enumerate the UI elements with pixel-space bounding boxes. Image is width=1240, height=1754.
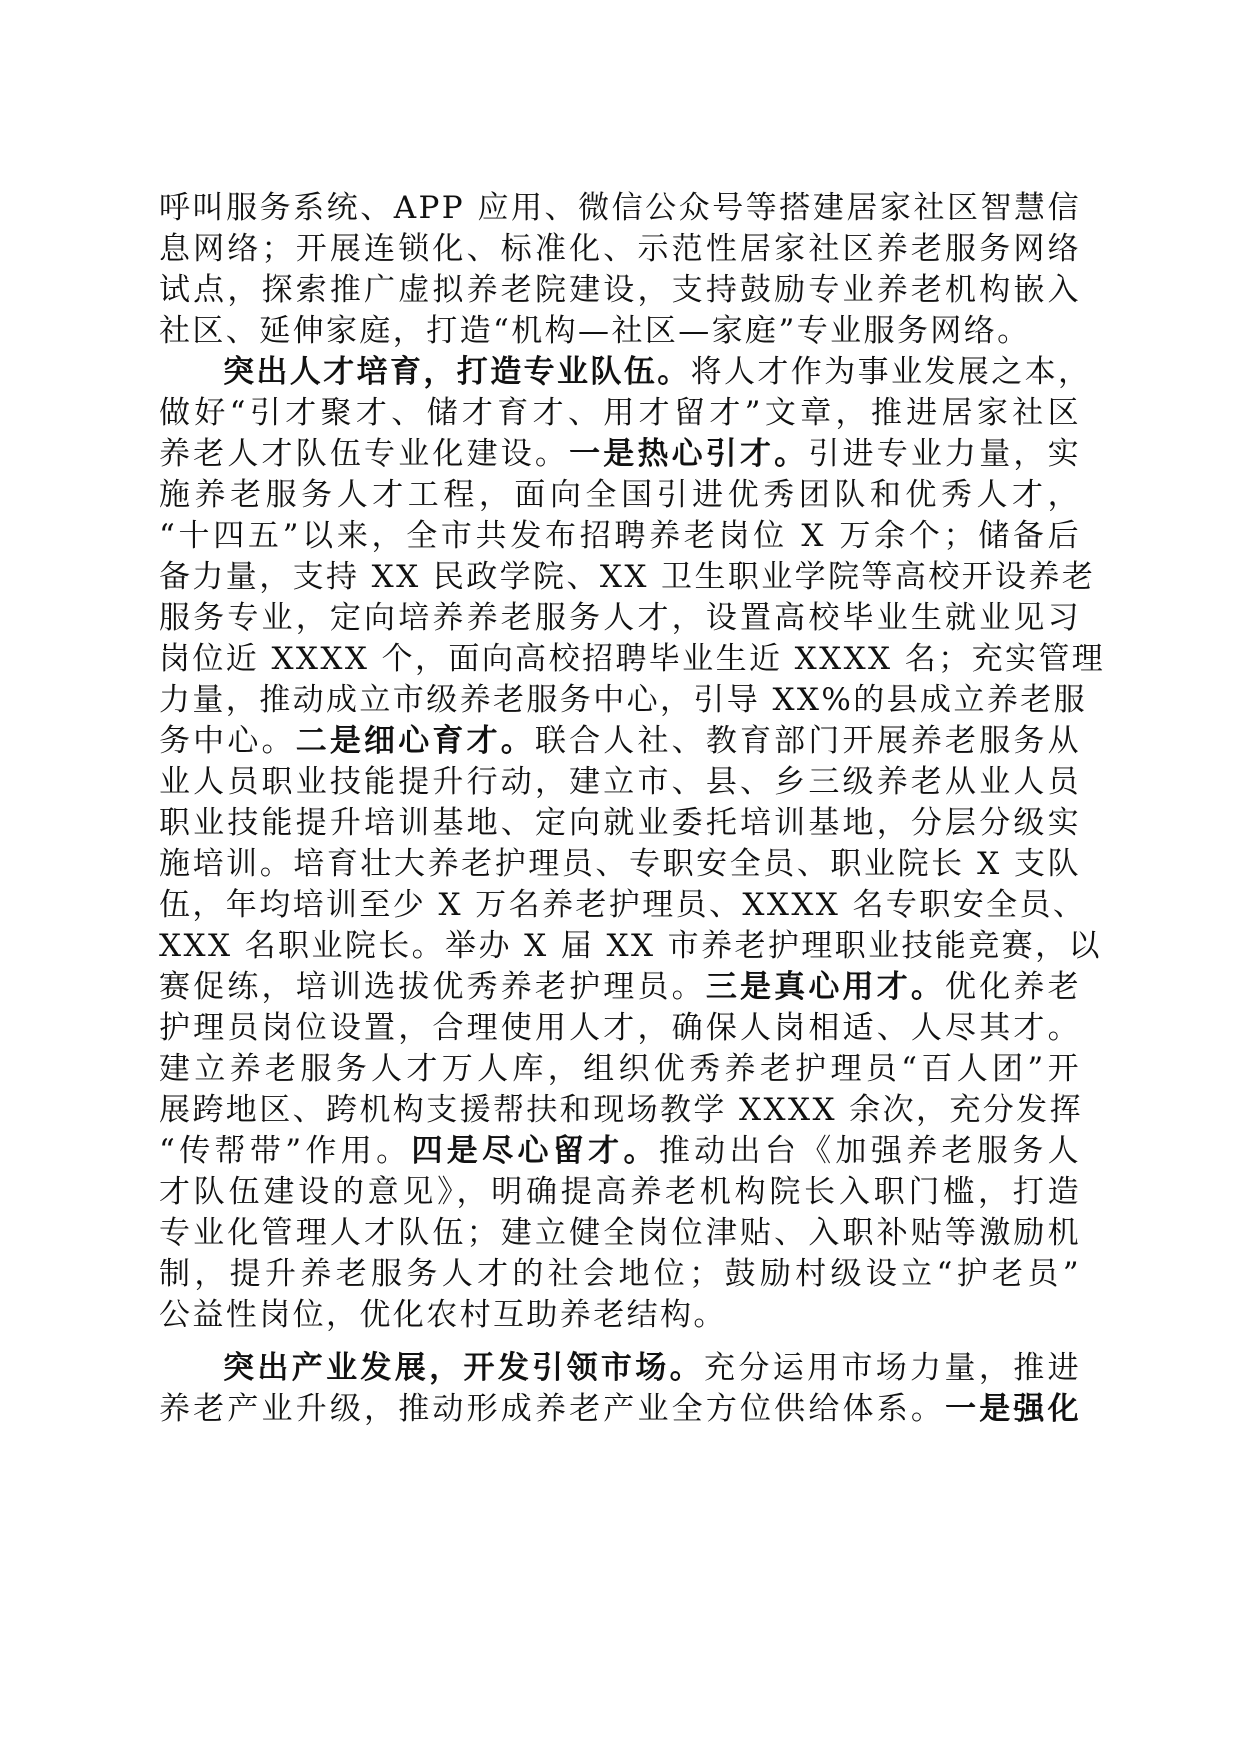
text-line: 护理员岗位设置，合理使用人才，确保人岗相适、人尽其才。 [159,1010,1081,1046]
text-line: 息网络；开展连锁化、标准化、示范性居家社区养老服务网络 [159,231,1081,267]
text-line: 赛促练，培训选拔优秀养老护理员。三是真心用才。优化养老 [159,969,1081,1005]
point-label: 三是真心用才。 [705,969,946,1005]
text-line: 试点，探索推广虚拟养老院建设，支持鼓励专业养老机构嵌入 [159,272,1081,308]
point-label: 二是细心育才。 [295,723,535,759]
paragraph-talent [159,352,1106,1336]
text-line: 施培训。培育壮大养老护理员、专职安全员、职业院长 X 支队 [159,846,1081,882]
text-line: 养老产业升级，推动形成养老产业全方位供给体系。一是强化 [159,1391,1081,1427]
document-page [159,188,1106,1430]
text-line: 岗位近 XXXX 个，面向高校招聘毕业生近 XXXX 名；充实管理 [159,641,1106,677]
point-label: 四是尽心留才。 [411,1133,659,1169]
text-line: 突出产业发展，开发引领市场。充分运用市场力量，推进 [223,1350,1081,1386]
text-line: 养老人才队伍专业化建设。一是热心引才。引进专业力量，实 [159,436,1081,472]
paragraph-industry [159,1348,1081,1430]
point-label: 一是强化 [945,1391,1081,1427]
text-line: 突出人才培育，打造专业队伍。将人才作为事业发展之本， [223,354,1092,390]
text-line: 公益性岗位，优化农村互助养老结构。 [159,1297,727,1333]
text-line: 才队伍建设的意见》，明确提高养老机构院长入职门槛，打造 [159,1174,1081,1210]
text-line: 呼叫服务系统、APP 应用、微信公众号等搭建居家社区智慧信 [159,190,1081,226]
text-line: 做好“引才聚才、储才育才、用才留才”文章，推进居家社区 [159,395,1081,431]
paragraph-network [159,188,1081,352]
text-line: 展跨地区、跨机构支援帮扶和现场教学 XXXX 余次，充分发挥 [159,1092,1083,1128]
text-line: “十四五”以来，全市共发布招聘养老岗位 X 万余个；储备后 [159,518,1081,554]
text-line: 伍，年均培训至少 X 万名养老护理员、XXXX 名专职安全员、 [159,887,1087,923]
text-line: 力量，推动成立市级养老服务中心，引导 XX%的县成立养老服 [159,682,1088,718]
text-line: 务中心。二是细心育才。联合人社、教育部门开展养老服务从 [159,723,1081,759]
text-line: “传帮带”作用。四是尽心留才。推动出台《加强养老服务人 [159,1133,1081,1169]
text-line: 备力量，支持 XX 民政学院、XX 卫生职业学院等高校开设养老 [159,559,1096,595]
text-line: 制，提升养老服务人才的社会地位；鼓励村级设立“护老员” [159,1256,1081,1292]
text-line: XXX 名职业院长。举办 X 届 XX 市养老护理职业技能竞赛，以 [159,928,1102,964]
text-line: 专业化管理人才队伍；建立健全岗位津贴、入职补贴等激励机 [159,1215,1081,1251]
section-heading: 突出人才培育，打造专业队伍。 [223,354,691,390]
point-label: 一是热心引才。 [569,436,809,472]
text-line: 社区、延伸家庭，打造“机构—社区—家庭”专业服务网络。 [159,313,1031,349]
text-line: 施养老服务人才工程，面向全国引进优秀团队和优秀人才， [159,477,1081,513]
text-line: 职业技能提升培训基地、定向就业委托培训基地，分层分级实 [159,805,1081,841]
text-line: 服务专业，定向培养养老服务人才，设置高校毕业生就业见习 [159,600,1081,636]
section-heading: 突出产业发展，开发引领市场。 [223,1350,705,1386]
text-line: 建立养老服务人才万人库，组织优秀养老护理员“百人团”开 [159,1051,1081,1087]
text-line: 业人员职业技能提升行动，建立市、县、乡三级养老从业人员 [159,764,1081,800]
